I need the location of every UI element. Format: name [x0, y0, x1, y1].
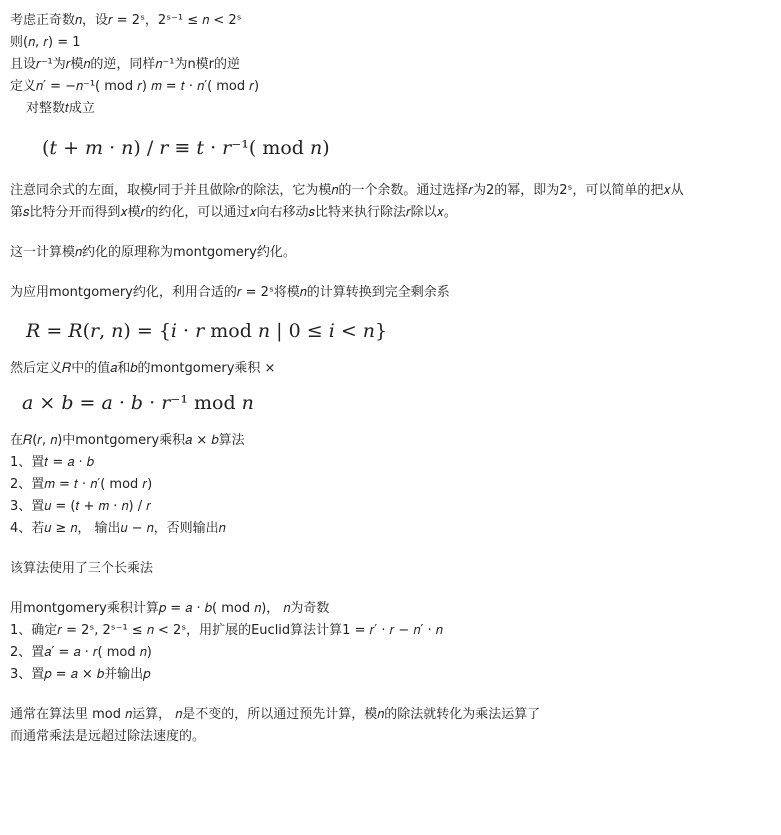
paragraph-line: 而通常乘法是远超过除法速度的。	[10, 729, 206, 744]
algorithm-step: 1、置𝑡 = 𝑎 · 𝑏	[10, 455, 95, 470]
equation-residue-system: 𝑅 = 𝑅(𝑟, 𝑛) = {𝑖 · 𝑟 mod 𝑛 | 0 ≤ 𝑖 < 𝑛}	[26, 320, 388, 342]
paragraph-line: 通常在算法里 mod 𝑛运算， 𝑛是不变的，所以通过预先计算，模𝑛的除法就转化为乘法运算了	[10, 707, 541, 722]
paragraph-line: 第𝑠比特分开而得到𝑥模𝑟的约化，可以通过𝑥向右移动𝑠比特来执行除法𝑟除以𝑥。	[10, 205, 457, 220]
paragraph-line: 注意同余式的左面，取模𝑟同于并且做除𝑟的除法，它为模𝑛的一个余数。通过选择𝑟为2的幂，即为2ˢ，可以简单的把𝑥从	[10, 183, 684, 198]
paragraph-line: 该算法使用了三个长乘法	[10, 561, 154, 576]
paragraph-line: 然后定义𝑅中的值𝑎和𝑏的montgomery乘积 ×	[10, 361, 276, 376]
text-line: 且设𝑟⁻¹为𝑟模𝑛的逆，同样𝑛⁻¹为n模r的逆	[10, 57, 241, 72]
algorithm-step: 3、置𝑢 = (𝑡 + 𝑚 · 𝑛) / 𝑟	[10, 499, 151, 514]
text-line: 定义𝑛′ = −𝑛⁻¹( mod 𝑟) 𝑚 = 𝑡 · 𝑛′( mod 𝑟)	[10, 79, 260, 94]
paragraph-line: 为应用montgomery约化，利用合适的𝑟 = 2ˢ将模𝑛的计算转换到完全剩余系	[10, 285, 450, 300]
text-line: 考虑正奇数𝑛，设𝑟 = 2ˢ，2ˢ⁻¹ ≤ 𝑛 < 2ˢ	[10, 13, 242, 28]
algorithm-title: 在𝑅(𝑟, 𝑛)中montgomery乘积𝑎 × 𝑏算法	[10, 433, 245, 448]
algorithm-step: 4、若𝑢 ≥ 𝑛， 输出𝑢 − 𝑛，否则输出𝑛	[10, 521, 226, 536]
text-line: 对整数𝑡成立	[26, 101, 95, 116]
algorithm-title: 用montgomery乘积计算𝑝 = 𝑎 · 𝑏( mod 𝑛)， 𝑛为奇数	[10, 601, 330, 616]
equation-montgomery-product: 𝑎 × 𝑏 = 𝑎 · 𝑏 · 𝑟⁻¹ mod 𝑛	[22, 392, 254, 414]
equation-congruence: (𝑡 + 𝑚 · 𝑛) / 𝑟 ≡ 𝑡 · 𝑟⁻¹( mod 𝑛)	[42, 137, 330, 159]
text-line: 则(𝑛, 𝑟) = 1	[10, 35, 81, 50]
algorithm-step: 2、置𝑚 = 𝑡 · 𝑛′( mod 𝑟)	[10, 477, 153, 492]
paragraph-line: 这一计算模𝑛约化的原理称为montgomery约化。	[10, 245, 296, 260]
algorithm-step: 2、置𝑎′ = 𝑎 · 𝑟( mod 𝑛)	[10, 645, 152, 660]
algorithm-step: 3、置𝑝 = 𝑎 × 𝑏并输出𝑝	[10, 667, 151, 682]
algorithm-step: 1、确定𝑟 = 2ˢ, 2ˢ⁻¹ ≤ 𝑛 < 2ˢ，用扩展的Euclid算法计算1 = 𝑟′ · 𝑟 − 𝑛′ · 𝑛	[10, 623, 443, 638]
